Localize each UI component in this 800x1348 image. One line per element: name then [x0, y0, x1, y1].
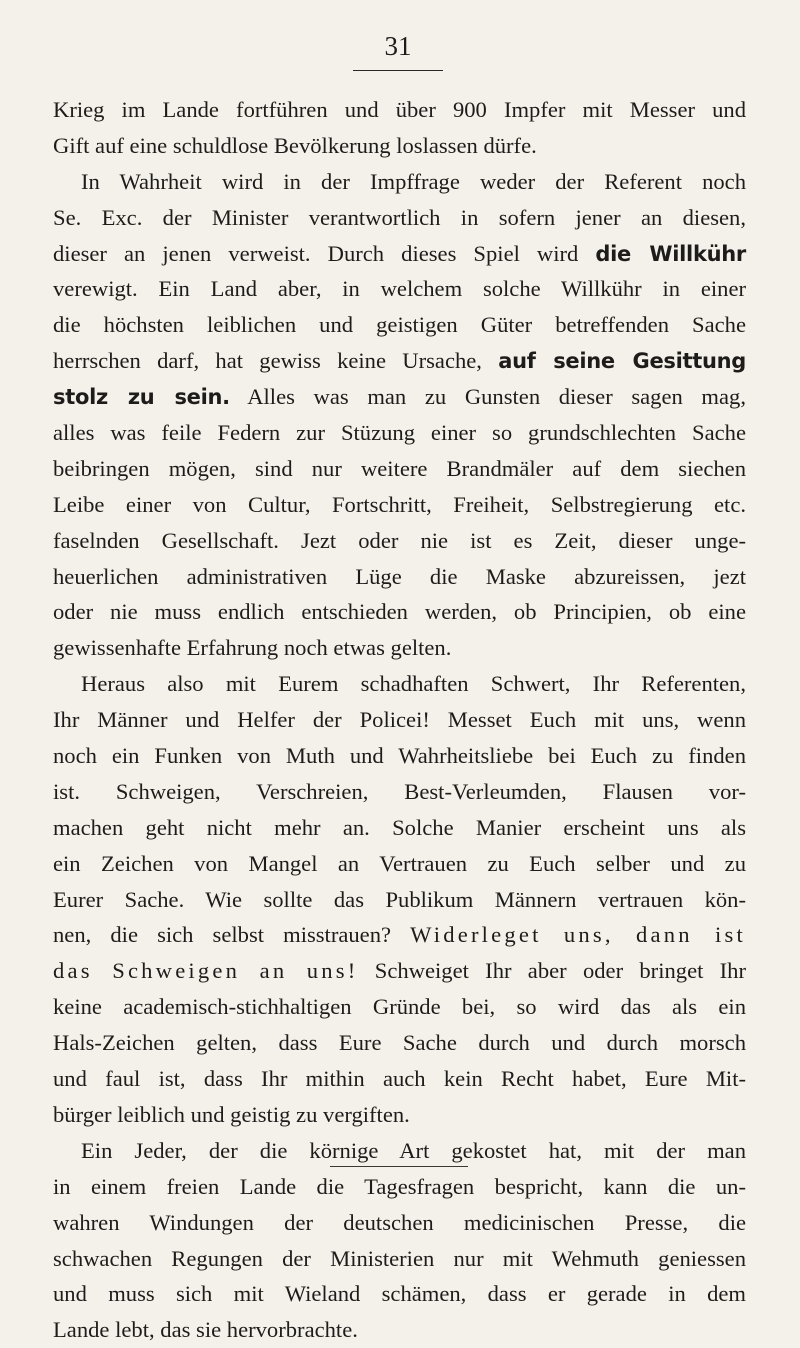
- text-line: [53, 92, 746, 128]
- text-run: keine academisch-stichhaltigen Gründe bei, so wird das als ein: [53, 994, 746, 1020]
- text-run: bürger leiblich und geistig zu vergiften.: [53, 1101, 410, 1127]
- text-line: [53, 487, 746, 523]
- text-run: Lande lebt, das sie hervorbrachte.: [53, 1317, 358, 1343]
- text-run: In Wahrheit wird in der Impffrage weder der Referent noch: [81, 168, 746, 194]
- emphasis-bold: die Willkühr: [595, 241, 746, 266]
- text-line: [53, 415, 746, 451]
- text-run: alles was feile Federn zur Stüzung einer so grundschlechten Sache: [53, 420, 746, 446]
- text-line: [53, 738, 746, 774]
- text-line: [53, 702, 746, 738]
- text-line: [53, 128, 746, 164]
- text-run: nen, die sich selbst misstrauen?: [53, 922, 411, 948]
- text-line: [53, 1205, 746, 1241]
- text-line: [53, 882, 746, 918]
- text-run: oder nie muss endlich entschieden werden, ob Principien, ob eine: [53, 599, 746, 625]
- text-run: noch ein Funken von Muth und Wahrheitsliebe bei Euch zu finden: [53, 743, 746, 769]
- body-text: [53, 92, 746, 1348]
- text-run: gewissenhafte Erfahrung noch etwas gelten.: [53, 635, 452, 661]
- text-run: beibringen mögen, sind nur weitere Brandmäler auf dem siechen: [53, 455, 746, 481]
- text-line: [53, 236, 746, 272]
- emphasis-bold: stolz zu sein.: [53, 385, 230, 410]
- text-run: Krieg im Lande fortführen und über 900 Impfer mit Messer und: [53, 97, 746, 122]
- page-number: 31: [384, 31, 412, 61]
- text-run: Ihr Männer und Helfer der Policei! Messet Euch mit uns, wenn: [53, 707, 746, 733]
- text-run: Heraus also mit Eurem schadhaften Schwert, Ihr Referenten,: [81, 671, 746, 697]
- text-run: machen geht nicht mehr an. Solche Manier erscheint uns als: [53, 814, 746, 840]
- text-run: die höchsten leiblichen und geistigen Güter betreffenden Sache: [53, 312, 746, 338]
- text-line: [53, 1097, 746, 1133]
- text-run: Schweiget Ihr aber oder bringet Ihr: [358, 958, 746, 984]
- text-run: Leibe einer von Cultur, Fortschritt, Freiheit, Selbstregierung etc.: [53, 491, 746, 517]
- text-run: faselnden Gesellschaft. Jezt oder nie ist es Zeit, dieser unge-: [53, 527, 746, 553]
- text-run: und faul ist, dass Ihr mithin auch kein Recht habet, Eure Mit-: [53, 1066, 746, 1092]
- text-line: [53, 774, 746, 810]
- text-line: [53, 379, 746, 415]
- text-line: [53, 1169, 746, 1205]
- text-line: [53, 953, 746, 989]
- text-line: [53, 630, 746, 666]
- text-line: [53, 1133, 746, 1169]
- text-line: [53, 1025, 746, 1061]
- text-run: dieser an jenen verweist. Durch dieses Spiel wird: [53, 240, 596, 266]
- text-line: [53, 1312, 746, 1348]
- text-line: [53, 666, 746, 702]
- end-rule: [330, 1166, 468, 1167]
- emphasis-spaced: Widerleget uns, dann ist: [410, 922, 746, 948]
- text-run: in einem freien Lande die Tagesfragen bespricht, kann die un-: [53, 1173, 746, 1199]
- text-run: Alles was man zu Gunsten dieser sagen mag,: [229, 384, 746, 410]
- text-run: ist. Schweigen, Verschreien, Best-Verleumden, Flausen vor-: [53, 778, 746, 804]
- text-line: [53, 200, 746, 236]
- text-line: [53, 594, 746, 630]
- text-line: [53, 307, 746, 343]
- text-run: wahren Windungen der deutschen medicinischen Presse, die: [53, 1209, 746, 1235]
- text-line: [53, 271, 746, 307]
- text-line: [53, 164, 746, 200]
- text-run: Hals-Zeichen gelten, dass Eure Sache durch und durch morsch: [53, 1030, 746, 1056]
- text-run: verewigt. Ein Land aber, in welchem solche Willkühr in einer: [53, 276, 746, 302]
- text-line: [53, 523, 746, 559]
- page-number-rule: [353, 70, 443, 71]
- emphasis-bold: auf seine Gesittung: [498, 349, 746, 374]
- text-run: Gift auf eine schuldlose Bevölkerung loslassen dürfe.: [53, 132, 537, 158]
- text-line: [53, 343, 746, 379]
- text-line: [53, 989, 746, 1025]
- text-run: herrschen darf, hat gewiss keine Ursache,: [53, 348, 499, 374]
- text-run: und muss sich mit Wieland schämen, dass er gerade in dem: [53, 1281, 746, 1307]
- text-line: [53, 810, 746, 846]
- emphasis-spaced: das Schweigen an uns!: [53, 958, 359, 984]
- text-line: [53, 917, 746, 953]
- text-line: [53, 1276, 746, 1312]
- text-run: ein Zeichen von Mangel an Vertrauen zu Euch selber und zu: [53, 850, 746, 876]
- text-run: Ein Jeder, der die körnige Art gekostet hat, mit der man: [81, 1137, 746, 1163]
- text-line: [53, 559, 746, 595]
- text-line: [53, 1061, 746, 1097]
- text-line: [53, 451, 746, 487]
- text-run: heuerlichen administrativen Lüge die Maske abzureissen, jezt: [53, 563, 746, 589]
- text-line: [53, 1241, 746, 1277]
- text-line: [53, 846, 746, 882]
- text-run: Eurer Sache. Wie sollte das Publikum Männern vertrauen kön-: [53, 886, 746, 912]
- text-run: schwachen Regungen der Ministerien nur mit Wehmuth geniessen: [53, 1245, 746, 1271]
- text-run: Se. Exc. der Minister verantwortlich in sofern jener an diesen,: [53, 204, 746, 230]
